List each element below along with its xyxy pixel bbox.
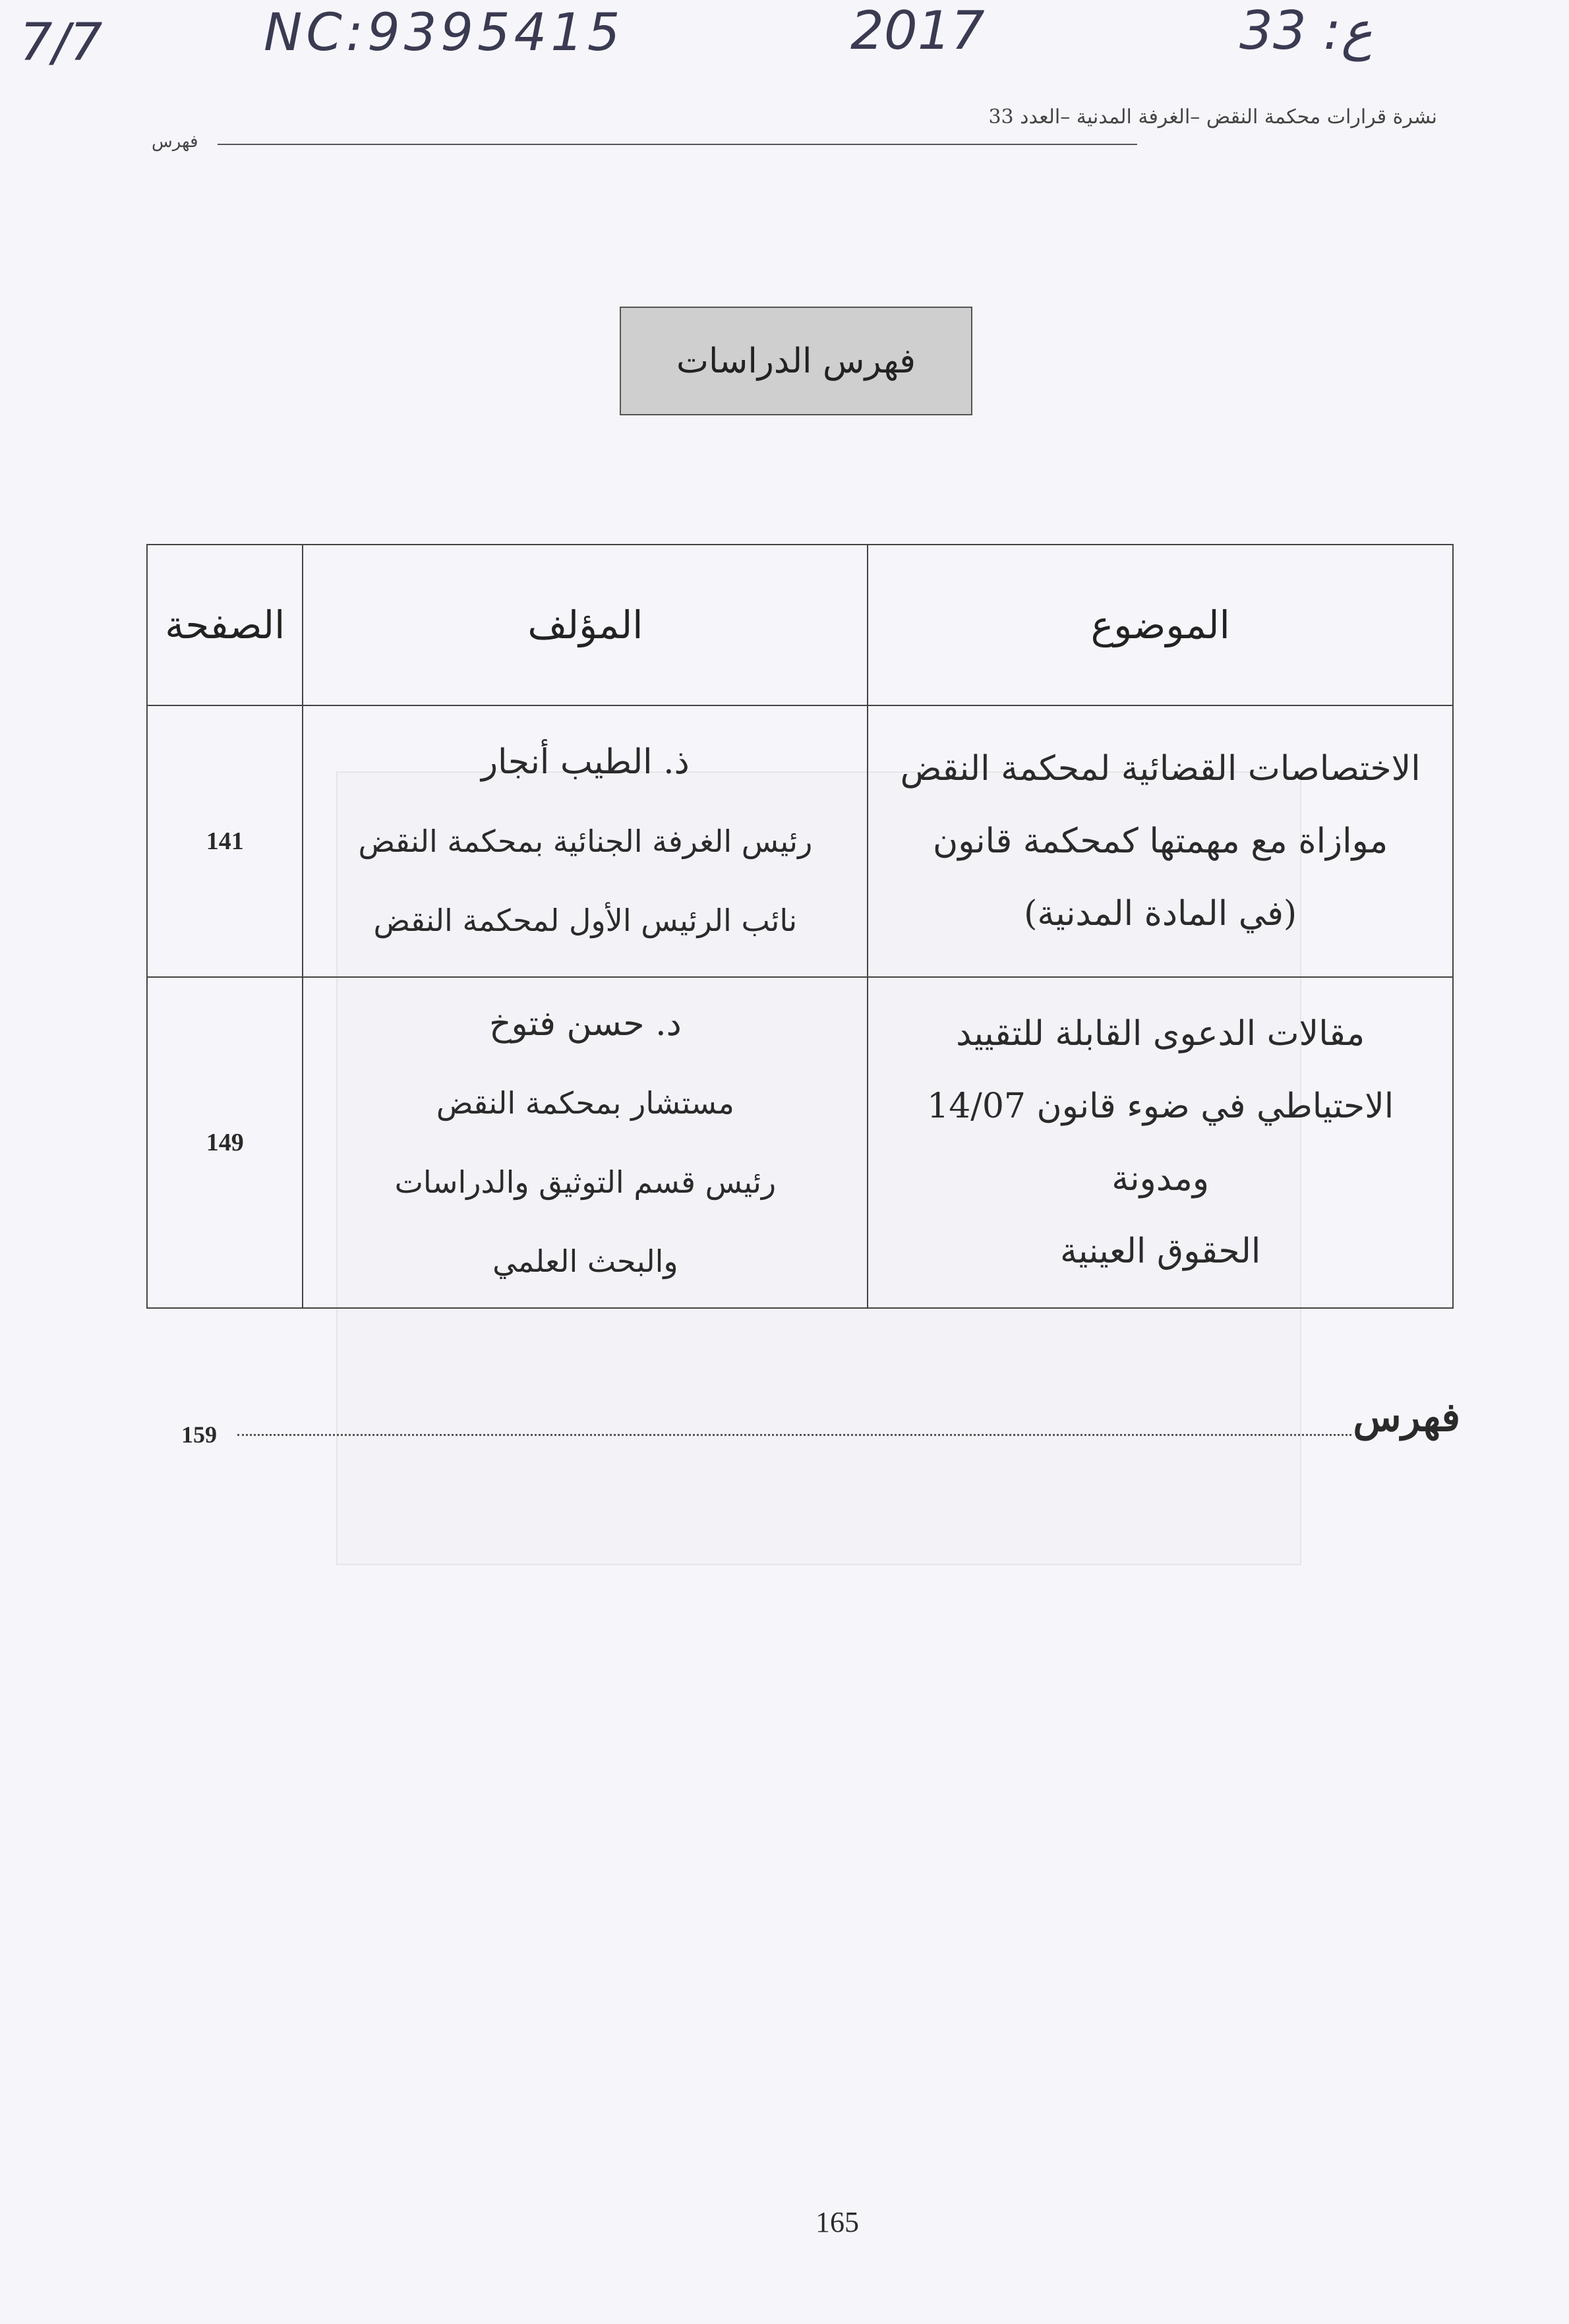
handwritten-issue: ع: 33 xyxy=(1239,0,1373,61)
subject-line: الحقوق العينية xyxy=(1060,1232,1261,1271)
author-title: رئيس قسم التوثيق والدراسات xyxy=(394,1164,777,1200)
handwritten-year: 2017 xyxy=(850,0,985,61)
author-title: والبحث العلمي xyxy=(492,1243,678,1279)
running-header xyxy=(152,105,1437,152)
handwritten-reference: NC:9395415 xyxy=(264,3,624,63)
subject-line: الاختصاصات القضائية لمحكمة النقض xyxy=(900,749,1421,789)
subject-line: مقالات الدعوى القابلة للتقييد xyxy=(956,1014,1365,1054)
author-name: د. حسن فتوخ xyxy=(488,1004,682,1044)
row-page: 149 xyxy=(147,977,303,1308)
subject-line: (في المادة المدنية) xyxy=(1024,894,1297,934)
row-subject xyxy=(868,977,1453,1308)
row-subject xyxy=(868,705,1453,977)
toc-label: فهرس xyxy=(1353,1394,1460,1441)
header-subject: الموضوع xyxy=(868,545,1453,705)
studies-index-table xyxy=(146,544,1454,1309)
row-page: 141 xyxy=(147,705,303,977)
running-header-section: فهرس xyxy=(152,132,198,152)
table-row xyxy=(147,977,1453,1308)
header-rule xyxy=(218,144,1137,145)
table-header-row xyxy=(147,545,1453,705)
row-author xyxy=(303,977,868,1308)
author-title: نائب الرئيس الأول لمحكمة النقض xyxy=(373,903,798,938)
page-title: فهرس الدراسات xyxy=(620,307,972,415)
handwritten-fraction: 7/7 xyxy=(20,13,103,73)
toc-page: 159 xyxy=(181,1421,217,1448)
header-author: المؤلف xyxy=(303,545,868,705)
subject-line: الاحتياطي في ضوء قانون 14/07 ومدونة xyxy=(927,1087,1394,1199)
author-title: رئيس الغرفة الجنائية بمحكمة النقض xyxy=(358,823,813,859)
header-page: الصفحة xyxy=(147,545,303,705)
author-title: مستشار بمحكمة النقض xyxy=(436,1085,734,1121)
subject-line: موازاة مع مهمتها كمحكمة قانون xyxy=(933,821,1388,861)
page-number: 165 xyxy=(815,2206,859,2238)
table-row xyxy=(147,705,1453,977)
toc-entry xyxy=(181,1394,1460,1447)
running-header-title: نشرة قرارات محكمة النقض –الغرفة المدنية –العدد 33 xyxy=(988,105,1437,129)
author-name: ذ. الطيب أنجار xyxy=(481,742,690,782)
dot-leader xyxy=(237,1434,1351,1436)
row-author xyxy=(303,705,868,977)
